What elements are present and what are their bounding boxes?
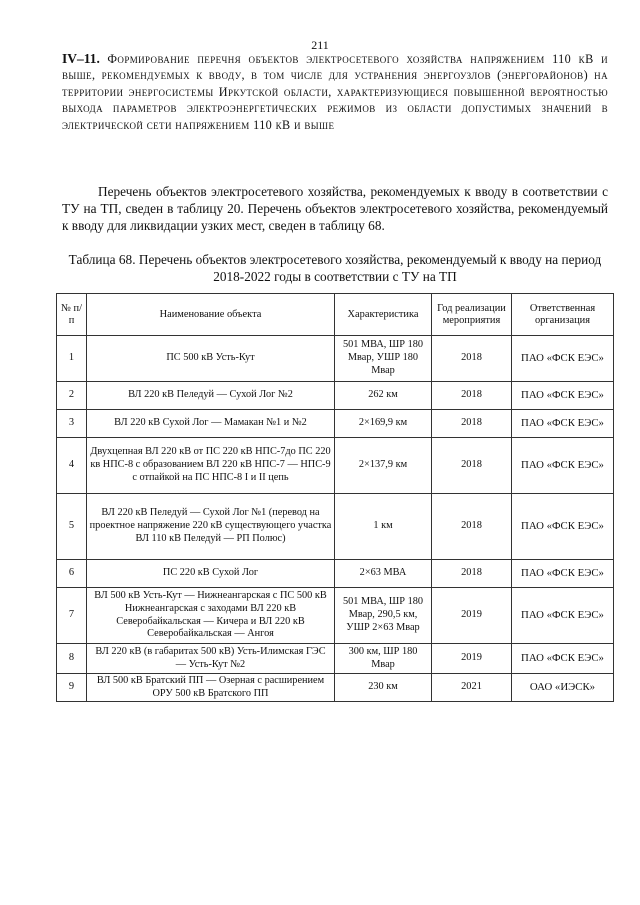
row-num: 2 (57, 382, 87, 410)
table-row (57, 644, 614, 674)
row-name: ВЛ 220 кВ Пеледуй — Сухой Лог №2 (87, 382, 335, 410)
row-year: 2018 (432, 410, 512, 438)
row-name: ПС 220 кВ Сухой Лог (87, 560, 335, 588)
header-year: Год реализации мероприятия (432, 294, 512, 336)
table-row (57, 336, 614, 382)
table-row (57, 674, 614, 702)
objects-table (56, 293, 614, 702)
section-number: IV–11. (62, 51, 100, 66)
row-characteristic: 2×63 МВА (335, 560, 432, 588)
row-name: ВЛ 500 кВ Братский ПП — Озерная с расширением ОРУ 500 кВ Братского ПП (87, 674, 335, 702)
row-name: Двухцепная ВЛ 220 кВ от ПС 220 кВ НПС-7до ПС 220 кв НПС-8 с образованием ВЛ 220 кВ НПС-7 — НПС-9 с отпайкой на ПС НПС-8 I и II цепь (87, 438, 335, 494)
header-characteristic: Характеристика (335, 294, 432, 336)
row-characteristic: 501 МВА, ШР 180 Мвар, УШР 180 Мвар (335, 336, 432, 382)
row-org: ПАО «ФСК ЕЭС» (512, 336, 614, 382)
row-num: 1 (57, 336, 87, 382)
header-name: Наименование объекта (87, 294, 335, 336)
row-num: 9 (57, 674, 87, 702)
row-year: 2019 (432, 588, 512, 644)
row-org: ПАО «ФСК ЕЭС» (512, 494, 614, 560)
row-characteristic: 230 км (335, 674, 432, 702)
table-row (57, 438, 614, 494)
row-year: 2018 (432, 438, 512, 494)
table-row (57, 410, 614, 438)
row-num: 3 (57, 410, 87, 438)
table-row (57, 588, 614, 644)
row-num: 7 (57, 588, 87, 644)
page-number: 211 (311, 38, 329, 52)
row-org: ОАО «ИЭСК» (512, 674, 614, 702)
row-year: 2018 (432, 382, 512, 410)
row-year: 2019 (432, 644, 512, 674)
row-year: 2018 (432, 560, 512, 588)
row-name: ВЛ 220 кВ (в габаритах 500 кВ) Усть-Илимская ГЭС — Усть-Кут №2 (87, 644, 335, 674)
row-num: 8 (57, 644, 87, 674)
row-org: ПАО «ФСК ЕЭС» (512, 644, 614, 674)
row-name: ВЛ 500 кВ Усть-Кут — Нижнеангарская с ПС 500 кВ Нижнеангарская с заходами ВЛ 220 кВ Северобайкальская — Кичера и ВЛ 220 кВ Северобайкальская — Ангоя (87, 588, 335, 644)
table-header-row (57, 294, 614, 336)
table-row (57, 560, 614, 588)
row-characteristic: 300 км, ШР 180 Мвар (335, 644, 432, 674)
table-row (57, 382, 614, 410)
section-title: Формирование перечня объектов электросетевого хозяйства напряжением 110 кВ и выше, рекомендуемых к вводу, в том числе для устранения энергоузлов (энергорайонов) на территории энергосистемы Иркутской области, характеризующиеся повышенной вероятностью выхода параметров электроэнергетических режимов из области допустимых значений в электрической сети напряжением 110 кВ и выше (62, 52, 609, 132)
row-year: 2018 (432, 494, 512, 560)
row-org: ПАО «ФСК ЕЭС» (512, 588, 614, 644)
row-num: 6 (57, 560, 87, 588)
table-row (57, 494, 614, 560)
row-num: 4 (57, 438, 87, 494)
row-org: ПАО «ФСК ЕЭС» (512, 382, 614, 410)
row-year: 2018 (432, 336, 512, 382)
header-num: № п/п (57, 294, 87, 336)
row-characteristic: 262 км (335, 382, 432, 410)
row-characteristic: 2×137,9 км (335, 438, 432, 494)
row-characteristic: 1 км (335, 494, 432, 560)
intro-paragraph: Перечень объектов электросетевого хозяйства, рекомендуемых к вводу в соответствии с ТУ на ТП, сведен в таблицу 20. Перечень объектов электросетевого хозяйства, рекомендуемый к вводу для ликвидации узких мест, сведен в таблицу 68. (62, 184, 608, 233)
row-name: ВЛ 220 кВ Пеледуй — Сухой Лог №1 (перевод на проектное напряжение 220 кВ существующего участка ВЛ 110 кВ Пеледуй — РП Полюс) (87, 494, 335, 560)
row-num: 5 (57, 494, 87, 560)
row-name: ВЛ 220 кВ Сухой Лог — Мамакан №1 и №2 (87, 410, 335, 438)
row-org: ПАО «ФСК ЕЭС» (512, 560, 614, 588)
row-characteristic: 501 МВА, ШР 180 Мвар, 290,5 км, УШР 2×63 Мвар (335, 588, 432, 644)
row-org: ПАО «ФСК ЕЭС» (512, 438, 614, 494)
row-org: ПАО «ФСК ЕЭС» (512, 410, 614, 438)
row-year: 2021 (432, 674, 512, 702)
row-characteristic: 2×169,9 км (335, 410, 432, 438)
row-name: ПС 500 кВ Усть-Кут (87, 336, 335, 382)
header-org: Ответственная организация (512, 294, 614, 336)
table-caption: Таблица 68. Перечень объектов электросетевого хозяйства, рекомендуемый к вводу на период 2018-2022 годы в соответствии с ТУ на ТП (68, 252, 602, 284)
section-heading (62, 51, 608, 133)
